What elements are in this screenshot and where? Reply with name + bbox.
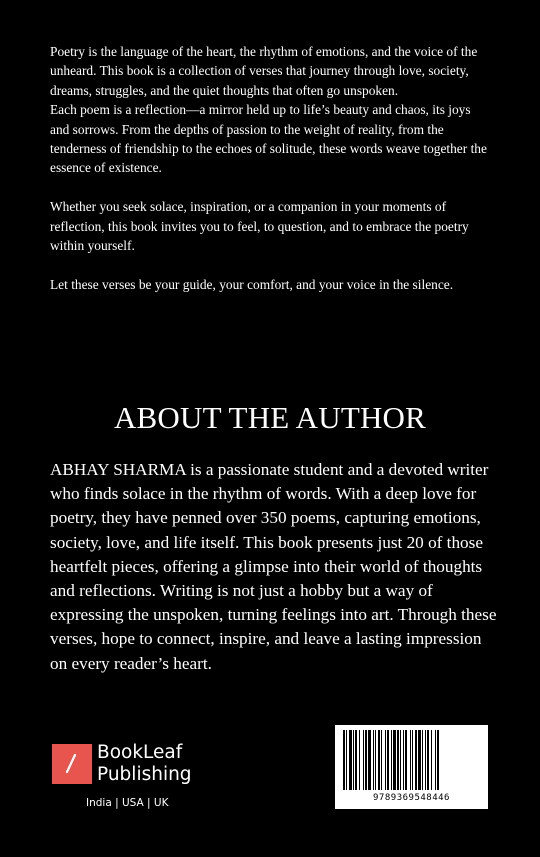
barcode-bar [378, 730, 380, 790]
cover-blurb [50, 42, 490, 294]
about-author-heading: ABOUT THE AUTHOR [113, 400, 427, 435]
barcode-bar [405, 730, 407, 790]
barcode-bar [427, 730, 429, 790]
isbn-number: 9789369548446 [373, 793, 450, 803]
blurb-paragraph: Whether you seek solace, inspiration, or a companion in your moments of reflection, this book invites you to feel, to question, and to embrace the poetry within yourself. [50, 199, 469, 254]
barcode-bar [393, 730, 396, 790]
barcode-bar [353, 730, 354, 790]
publisher-name-line1: BookLeaf [97, 742, 183, 763]
barcode-bar [349, 730, 352, 790]
barcode-bar [373, 730, 374, 790]
blurb-paragraph: Poetry is the language of the heart, the rhythm of emotions, and the voice of the unheard. This book is a collection of verses that journey through love, society, dreams, struggles, and the quiet thoughts that often go unspoken. [50, 44, 478, 98]
barcode-bar [422, 730, 423, 790]
barcode-bar [403, 730, 404, 790]
barcode-bar [385, 730, 386, 790]
barcode-bar [415, 730, 417, 790]
barcode-bar [355, 730, 357, 790]
barcode-bar [397, 730, 399, 790]
publisher-name [97, 742, 192, 786]
barcode-bar [435, 730, 436, 790]
blurb-paragraph: Let these verses be your guide, your comfort, and your voice in the silence. [50, 276, 454, 292]
barcode-bar [391, 730, 392, 790]
barcode-graphic [341, 730, 482, 792]
isbn-barcode [335, 725, 488, 809]
barcode-bar [368, 730, 371, 790]
barcode-bar [431, 730, 432, 790]
barcode-bar [425, 730, 426, 790]
publisher-regions: India | USA | UK [86, 797, 169, 809]
author-bio: ABHAY SHARMA is a passionate student and a devoted writer who finds solace in the rhythm of words. With a deep love for poetry, they have penned over 350 poems, capturing emotions, society, love, and life itself. This book presents just 20 of those heartfelt pieces, offering a glimpse into their world of thoughts and reflections. Writing is not just a hobby but a way of expressing the unspoken, turning feelings into art. Through these verses, hope to connect, inspire, and leave a lasting impression on every reader’s heart. [50, 460, 497, 673]
barcode-bar [400, 730, 401, 790]
blurb-paragraph: Each poem is a reflection—a mirror held up to life’s beauty and chaos, its joys and sorrows. From the depths of passion to the weight of reality, from the tenderness of friendship to the echoes of solitude, these words weave together the essence of existence. [50, 102, 487, 176]
publisher-name-line2: Publishing [97, 764, 192, 785]
barcode-bar [359, 730, 360, 790]
slash-leaf-icon [52, 744, 92, 784]
barcode-bar [343, 730, 345, 790]
publisher-logo [52, 744, 212, 814]
barcode-bar [412, 730, 413, 790]
barcode-bar [437, 730, 439, 790]
barcode-bar [346, 730, 347, 790]
barcode-bar [381, 730, 382, 790]
barcode-bar [375, 730, 376, 790]
barcode-bar [410, 730, 411, 790]
barcode-bar [365, 730, 367, 790]
barcode-bar [418, 730, 421, 790]
barcode-bar [387, 730, 389, 790]
barcode-bar [363, 730, 364, 790]
